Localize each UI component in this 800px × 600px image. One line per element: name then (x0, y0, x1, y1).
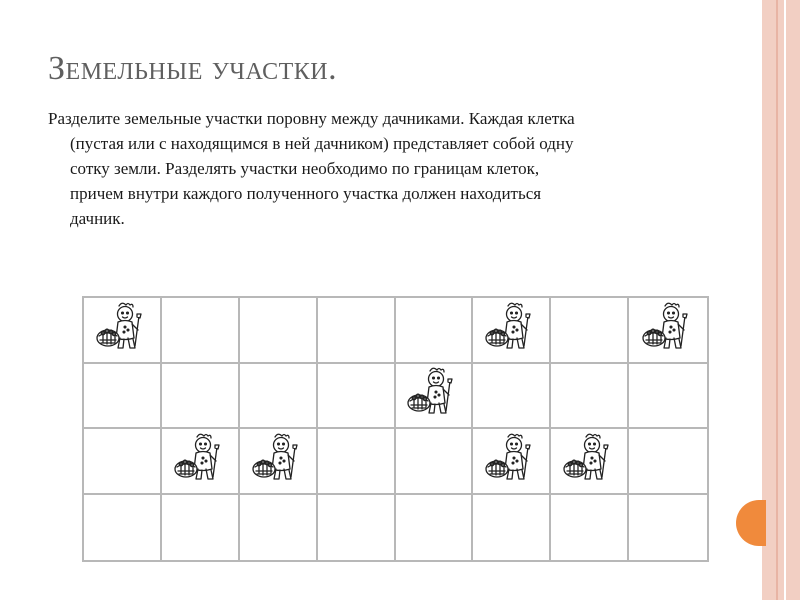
gardener-icon (405, 365, 461, 425)
grid-cell (551, 429, 629, 495)
grid-cell (162, 298, 240, 364)
grid-cell (84, 364, 162, 430)
orange-tab-decoration (736, 500, 766, 546)
grid-cell (396, 364, 474, 430)
grid-cell (551, 495, 629, 561)
side-border-stripe (776, 0, 778, 600)
grid-cell (396, 429, 474, 495)
grid-cell (318, 495, 396, 561)
grid-cell (629, 298, 707, 364)
grid-cell (629, 364, 707, 430)
grid-cell (396, 298, 474, 364)
text-line: причем внутри каждого полученного участка должен находиться (70, 184, 542, 203)
grid-cell (629, 495, 707, 561)
grid-cell (473, 429, 551, 495)
grid-cell (473, 495, 551, 561)
grid-cell (396, 495, 474, 561)
grid-cell (551, 364, 629, 430)
gardener-icon (561, 431, 617, 491)
gardener-icon (483, 300, 539, 360)
grid-cell (84, 495, 162, 561)
gardener-icon (94, 300, 150, 360)
grid-cell (240, 298, 318, 364)
grid-cell (473, 364, 551, 430)
grid-cell (629, 429, 707, 495)
grid-cell (318, 429, 396, 495)
text-line: дачник. (70, 209, 125, 228)
grid-cell (162, 495, 240, 561)
gardener-icon (250, 431, 306, 491)
grid-cell (162, 429, 240, 495)
text-line: сотку земли. Разделять участки необходимо по границам клеток, (70, 159, 540, 178)
grid-cell (240, 429, 318, 495)
grid-cell (240, 364, 318, 430)
gardener-icon (640, 300, 696, 360)
grid-cell (318, 364, 396, 430)
gardener-icon (172, 431, 228, 491)
grid-cell (84, 298, 162, 364)
land-plot-grid (82, 296, 709, 562)
grid-cell (240, 495, 318, 561)
slide-text (48, 106, 718, 231)
side-border-stripe-light (784, 0, 786, 600)
slide-title: Земельные участки. (48, 50, 338, 87)
grid-cell (84, 429, 162, 495)
grid-cell (318, 298, 396, 364)
text-line: (пустая или с находящимся в ней дачником) представляет собой одну (70, 134, 574, 153)
gardener-icon (483, 431, 539, 491)
grid-cell (551, 298, 629, 364)
text-line: Разделите земельные участки поровну между дачниками. Каждая клетка (48, 109, 575, 128)
grid-cell (162, 364, 240, 430)
grid-cell (473, 298, 551, 364)
side-border-decoration (762, 0, 800, 600)
